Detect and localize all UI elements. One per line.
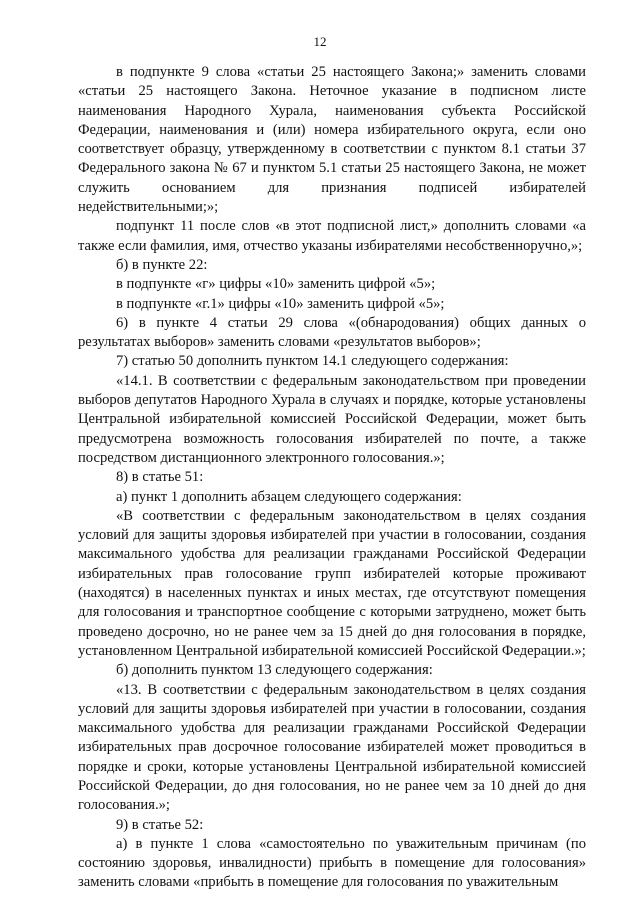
paragraph: «14.1. В соответствии с федеральным законодательством при проведении выборов депутатов Народного Хурала в случаях и порядке, которые установлены Центральной избирательной комиссией Российской Федерации, может быть предусмотрена возможность голосования избирателей по почте, а также посредством дистанционного электронного голосования.»; — [78, 372, 586, 466]
paragraph: 6) в пункте 4 статьи 29 слова «(обнародования) общих данных о результатах выборов» заменить словами «результатов выборов»; — [78, 314, 586, 351]
paragraph: «13. В соответствии с федеральным законодательством в целях создания условий для защиты здоровья избирателей при участии в голосовании, создания максимального удобства для реализации гражданами Российской Федерации избирательных прав досрочное голосование избирателей может проводиться в порядке и сроки, которые установлены Центральной избирательной комиссией Российской Федерации, до дня голосования, но не ранее чем за 10 дней до дня голосования.»; — [78, 681, 586, 814]
document-body — [78, 63, 586, 893]
paragraph: 7) статью 50 дополнить пунктом 14.1 следующего содержания: — [116, 353, 509, 370]
paragraph: а) в пункте 1 слова «самостоятельно по уважительным причинам (по состоянию здоровья, инвалидности) прибыть в помещение для голосования» заменить словами «прибыть в помещение для голосования по уважительным — [78, 835, 586, 891]
paragraph: в подпункте 9 слова «статьи 25 настоящего Закона;» заменить словами «статьи 25 настоящего Закона. Неточное указание в подписном листе наименования Народного Хурала, наименования субъекта Российской Федерации, наименования и (или) номера избирательного округа, если оно соответствует образцу, утвержденному в соответствии с пунктом 8.1 статьи 37 Федерального закона № 67 и пунктом 5.1 статьи 25 настоящего Закона, не может служить основанием для признания подписей избирателей недействительными;»; — [78, 64, 586, 216]
paragraph: 8) в статье 51: — [116, 469, 204, 486]
paragraph: б) дополнить пунктом 13 следующего содержания: — [116, 662, 433, 679]
paragraph: в подпункте «г» цифры «10» заменить цифрой «5»; — [116, 276, 436, 293]
paragraph: б) в пункте 22: — [116, 256, 208, 273]
paragraph: 9) в статье 52: — [116, 816, 204, 833]
page-number: 12 — [313, 34, 327, 49]
paragraph: «В соответствии с федеральным законодательством в целях создания условий для защиты здоровья избирателей при участии в голосовании, создания максимального удобства для реализации гражданами Российской Федерации избирательных прав голосование групп избирателей которые проживают (находятся) в населенных пунктах и иных местах, где отсутствуют помещения для голосования и транспортное сообщение с которыми затруднено, может быть проведено досрочно, но не ранее чем за 15 дней до дня голосования в порядке, установленном Центральной избирательной комиссией Российской Федерации.»; — [78, 507, 586, 659]
paragraph: в подпункте «г.1» цифры «10» заменить цифрой «5»; — [116, 295, 445, 312]
paragraph: а) пункт 1 дополнить абзацем следующего содержания: — [116, 488, 462, 505]
paragraph: подпункт 11 после слов «в этот подписной лист,» дополнить словами «а также если фамилия, имя, отчество указаны избирателями несобственноручно,»; — [78, 218, 586, 254]
